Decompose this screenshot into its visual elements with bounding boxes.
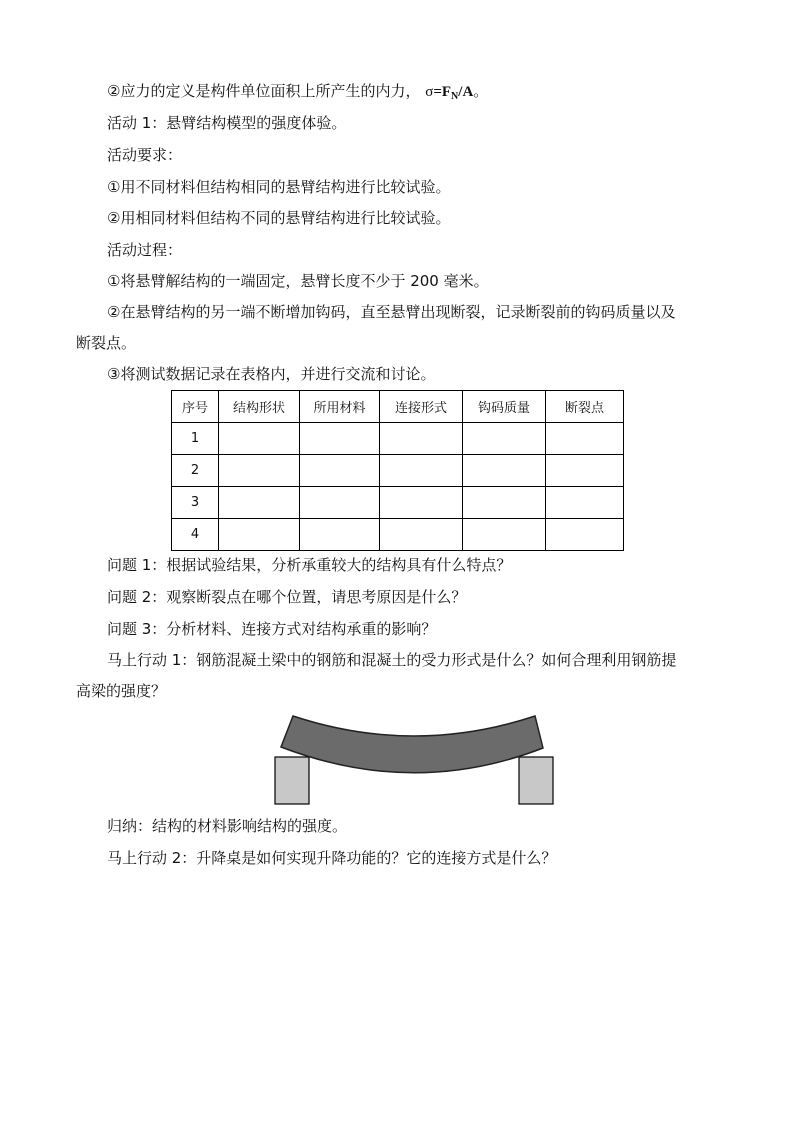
table-cell	[219, 455, 300, 487]
table-cell	[300, 519, 380, 551]
action-2: 马上行动 2：升降桌是如何实现升降功能的？它的连接方式是什么？	[107, 849, 557, 867]
right-support	[519, 757, 553, 804]
left-support	[275, 757, 309, 804]
table-row	[172, 455, 624, 487]
question-3: 问题 3：分析材料、连接方式对结构承重的影响？	[107, 620, 437, 638]
requirement-2: ②用相同材料但结构不同的悬臂结构进行比较试验。	[107, 209, 451, 227]
table-cell	[380, 423, 463, 455]
table-row	[172, 519, 624, 551]
table-header-cell: 所用材料	[300, 391, 380, 423]
question-2: 问题 2：观察断裂点在哪个位置，请思考原因是什么？	[107, 588, 467, 606]
table-header-cell: 结构形状	[219, 391, 300, 423]
process-step-2-line1: ②在悬臂结构的另一端不断增加钩码，直至悬臂出现断裂，记录断裂前的钩码质量以及	[107, 303, 676, 321]
table-cell	[300, 423, 380, 455]
table-cell	[300, 487, 380, 519]
table-header-row	[172, 391, 624, 423]
table-cell-index: 4	[172, 519, 219, 551]
table-cell	[463, 487, 546, 519]
table-header-cell: 断裂点	[546, 391, 624, 423]
table-row	[172, 423, 624, 455]
process-step-3: ③将测试数据记录在表格内，并进行交流和讨论。	[107, 365, 436, 383]
action-1-line1: 马上行动 1：钢筋混凝土梁中的钢筋和混凝土的受力形式是什么？如何合理利用钢筋提	[107, 651, 677, 669]
bent-beam-diagram	[274, 713, 556, 805]
formula-subscript: N	[451, 91, 459, 102]
table-cell	[546, 455, 624, 487]
table-header-cell: 序号	[172, 391, 219, 423]
action-1-line2: 高梁的强度？	[76, 682, 167, 700]
table-row	[172, 487, 624, 519]
sigma-symbol: σ	[425, 84, 434, 100]
table-cell	[219, 487, 300, 519]
activity-1-title: 活动 1：悬臂结构模型的强度体验。	[107, 114, 347, 132]
table-cell-index: 1	[172, 423, 219, 455]
process-step-1: ①将悬臂解结构的一端固定，悬臂长度不少于 200 毫米。	[107, 272, 489, 290]
table-cell	[463, 455, 546, 487]
formula-end: 。	[473, 82, 489, 100]
table-cell	[546, 519, 624, 551]
table-cell	[219, 519, 300, 551]
table-cell-index: 2	[172, 455, 219, 487]
table-cell	[300, 455, 380, 487]
formula-eq: =F	[433, 84, 452, 100]
process-step-2-line2: 断裂点。	[76, 334, 137, 352]
table-cell	[463, 519, 546, 551]
summary-text: 归纳：结构的材料影响结构的强度。	[107, 817, 348, 835]
table-header-cell: 连接形式	[380, 391, 463, 423]
activity-process-heading: 活动过程：	[107, 241, 183, 259]
table-cell	[380, 455, 463, 487]
table-header-cell: 钩码质量	[463, 391, 546, 423]
activity-requirements-heading: 活动要求：	[107, 146, 183, 164]
bent-beam	[281, 716, 543, 773]
test-data-table	[171, 390, 624, 551]
table-cell-index: 3	[172, 487, 219, 519]
table-cell	[380, 519, 463, 551]
table-cell	[546, 423, 624, 455]
formula-tail: /A	[458, 84, 474, 100]
paragraph-stress-definition	[107, 81, 488, 107]
table-cell	[380, 487, 463, 519]
table-cell	[546, 487, 624, 519]
requirement-1: ①用不同材料但结构相同的悬臂结构进行比较试验。	[107, 178, 451, 196]
table-cell	[463, 423, 546, 455]
table-cell	[219, 423, 300, 455]
stress-definition-text: ②应力的定义是构件单位面积上所产生的内力，	[107, 82, 421, 100]
question-1: 问题 1：根据试验结果，分析承重较大的结构具有什么特点？	[107, 556, 512, 574]
